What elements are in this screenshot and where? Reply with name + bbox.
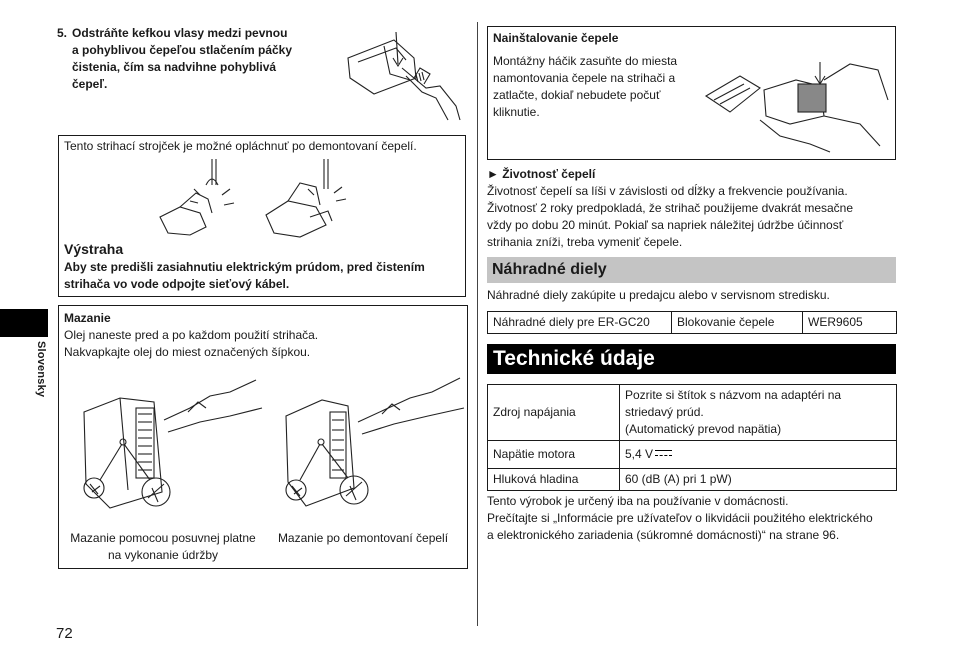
column-divider <box>477 22 478 626</box>
washing-illustration <box>150 155 360 241</box>
tech-specs-heading <box>487 344 896 374</box>
table-row <box>488 312 897 334</box>
footer-line: Prečítajte si „Informácie pre užívateľov o likvidácii použitého elektrického <box>487 511 873 525</box>
spec-value: 60 (dB (A) pri 1 pW) <box>620 469 897 491</box>
step-line: Odstráňte kefkou vlasy medzi pevnou <box>72 26 288 40</box>
blade-life-title: ► Životnosť čepelí <box>487 167 596 181</box>
blade-life-line: strihania zníži, treba vymeniť čepele. <box>487 235 683 249</box>
oiling-illustration-right <box>282 372 467 522</box>
oiling-text <box>64 327 318 361</box>
warning-line: strihača vo vode odpojte sieťový kábel. <box>64 277 290 291</box>
spec-value-text: 5,4 V <box>625 447 654 461</box>
blade-life-line: vždy po dobu 20 minút. Pokiaľ sa napriek náležitej údržbe účinnosť <box>487 218 844 232</box>
blade-life-text <box>487 183 853 251</box>
caption-line: Mazanie po demontovaní čepelí <box>277 531 449 545</box>
oiling-title: Mazanie <box>64 311 111 325</box>
spare-parts-heading-text: Náhradné diely <box>492 261 607 278</box>
step-5-text <box>72 25 330 93</box>
install-line: Montážny háčik zasuňte do miesta <box>493 54 678 68</box>
warning-line: Aby ste predišli zasiahnutiu elektrickým prúdom, pred čistením <box>64 260 425 274</box>
warning-text <box>64 259 460 293</box>
spec-value <box>620 385 897 441</box>
install-text <box>493 53 677 121</box>
blade-install-illustration <box>700 40 892 156</box>
step-number: 5. <box>57 26 68 40</box>
install-title: Nainštalovanie čepele <box>493 31 619 45</box>
spec-line: striedavý prúd. <box>625 405 704 419</box>
oiling-line: Olej naneste pred a po každom použití strihača. <box>64 328 319 342</box>
spec-value <box>620 441 897 469</box>
step-line: a pohyblivou čepeľou stlačením páčky <box>72 43 293 57</box>
blade-life-line: Životnosť 2 roky predpokladá, že strihač použijeme dvakrát mesačne <box>487 201 854 215</box>
install-line: kliknutie. <box>493 105 540 119</box>
page-number: 72 <box>56 625 73 642</box>
caption-line: na vykonanie údržby <box>107 548 219 562</box>
oiling-caption-left <box>64 530 262 564</box>
tech-footer <box>487 493 873 544</box>
caption-line: Mazanie pomocou posuvnej platne <box>70 531 256 545</box>
table-row <box>488 469 897 491</box>
spec-label: Zdroj napájania <box>488 385 620 441</box>
language-label: Slovensky <box>35 341 47 398</box>
oiling-caption-right <box>268 530 458 547</box>
language-tab <box>0 309 48 337</box>
install-line: namontovania čepele na strihači a <box>493 71 676 85</box>
step-line: čepeľ. <box>72 77 108 91</box>
spec-line: Pozrite si štítok s názvom na adaptéri na <box>625 388 842 402</box>
table-row <box>488 385 897 441</box>
oiling-illustration-left <box>80 372 265 522</box>
table-row <box>488 441 897 469</box>
washing-text: Tento strihací strojček je možné opláchnuť po demontovaní čepelí. <box>64 139 417 153</box>
tech-specs-heading-text: Technické údaje <box>493 347 655 370</box>
spec-label: Napätie motora <box>488 441 620 469</box>
table-cell: Blokovanie čepele <box>672 312 803 334</box>
table-cell: Náhradné diely pre ER-GC20 <box>488 312 672 334</box>
tech-specs-table <box>487 384 897 491</box>
table-cell: WER9605 <box>803 312 897 334</box>
spec-line: (Automatický prevod napätia) <box>625 422 782 436</box>
spare-parts-text: Náhradné diely zakúpite u predajcu alebo v servisnom stredisku. <box>487 288 830 302</box>
step-line: čistenia, čím sa nadvihne pohyblivá <box>72 60 277 74</box>
blade-life-line: Životnosť čepelí sa líši v závislosti od dĺžky a frekvencie používania. <box>487 184 848 198</box>
oiling-line: Nakvapkajte olej do miest označených šípkou. <box>64 345 311 359</box>
warning-title: Výstraha <box>64 241 124 257</box>
footer-line: a elektronického zariadenia (súkromné domácnosti)“ na strane 96. <box>487 528 840 542</box>
dc-symbol-icon <box>655 450 672 459</box>
spare-parts-table <box>487 311 897 334</box>
brush-cleaning-illustration <box>344 28 466 124</box>
spec-label: Hluková hladina <box>488 469 620 491</box>
install-line: zatlačte, dokiaľ nebudete počuť <box>493 88 661 102</box>
footer-line: Tento výrobok je určený iba na používanie v domácnosti. <box>487 494 789 508</box>
spare-parts-heading <box>487 257 896 283</box>
